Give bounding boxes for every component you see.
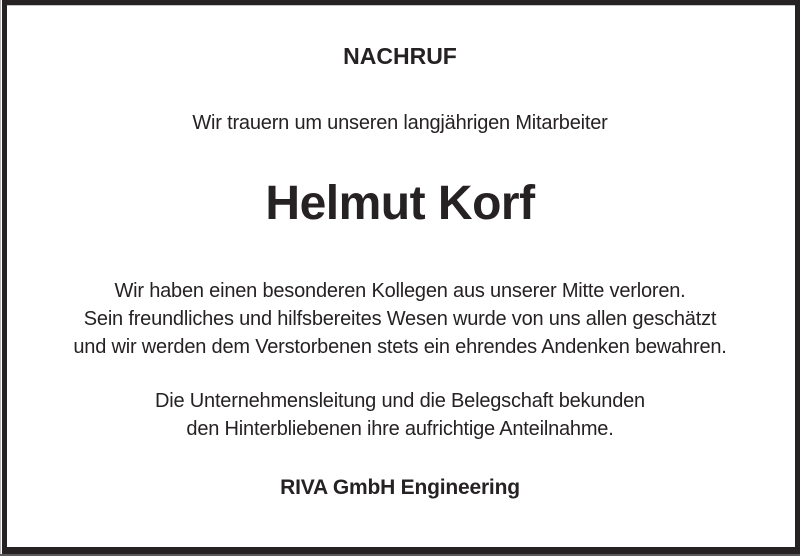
tribute-paragraph <box>0 277 800 361</box>
condolence-paragraph <box>0 387 800 443</box>
tribute-line-3: und wir werden dem Verstorbenen stets ein ehrendes Andenken bewahren. <box>73 336 727 358</box>
tribute-line-1: Wir haben einen besonderen Kollegen aus unserer Mitte verloren. <box>114 280 686 302</box>
condolence-line-2: den Hinterbliebenen ihre aufrichtige Anteilnahme. <box>186 418 614 440</box>
tribute-line-2: Sein freundliches und hilfsbereites Wesen wurde von uns allen geschätzt <box>83 308 717 330</box>
company-signature: RIVA GmbH Engineering <box>280 476 520 499</box>
notice-heading: NACHRUF <box>343 43 457 69</box>
intro-line: Wir trauern um unseren langjährigen Mitarbeiter <box>192 112 608 134</box>
deceased-name: Helmut Korf <box>265 177 535 230</box>
condolence-line-1: Die Unternehmensleitung und die Belegschaft bekunden <box>155 390 645 412</box>
